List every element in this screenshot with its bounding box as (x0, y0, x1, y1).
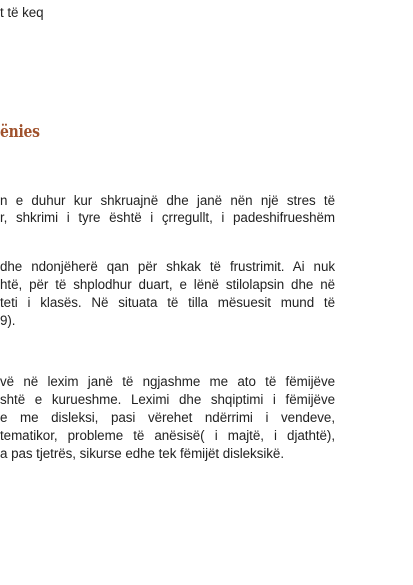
paragraph-line: r, shkrimi i tyre është i çrregullt, i padeshifrueshëm (0, 210, 335, 225)
paragraph-line: vë në lexim janë të ngjashme me ato të fëmijëve (0, 374, 335, 389)
paragraph-line: 9). (0, 313, 16, 328)
paragraph-line: e me disleksi, pasi vërehet ndërrimi i vendeve, (0, 410, 335, 425)
paragraph-line: dhe ndonjëherë qan për shkak të frustrimit. Ai nuk (0, 259, 335, 274)
paragraph-line: shtë e kurueshme. Leximi dhe shqiptimi i fëmijëve (0, 392, 335, 407)
top-text-fragment: t të keq (0, 5, 44, 20)
paragraph-line: teti i klasës. Në situata të tilla mësuesit mund të (0, 295, 335, 310)
section-heading: ënies (0, 122, 40, 142)
paragraph-line: htë, për të shplodhur duart, e lënë stilolapsin dhe në (0, 277, 335, 292)
paragraph-line: a pas tjetrës, sikurse edhe tek fëmijët disleksikë. (0, 446, 284, 461)
paragraph-line: tematikor, probleme të anësisë( i majtë, i djathtë), (0, 428, 335, 443)
paragraph-line: n e duhur kur shkruajnë dhe janë nën një stres të (0, 193, 335, 208)
